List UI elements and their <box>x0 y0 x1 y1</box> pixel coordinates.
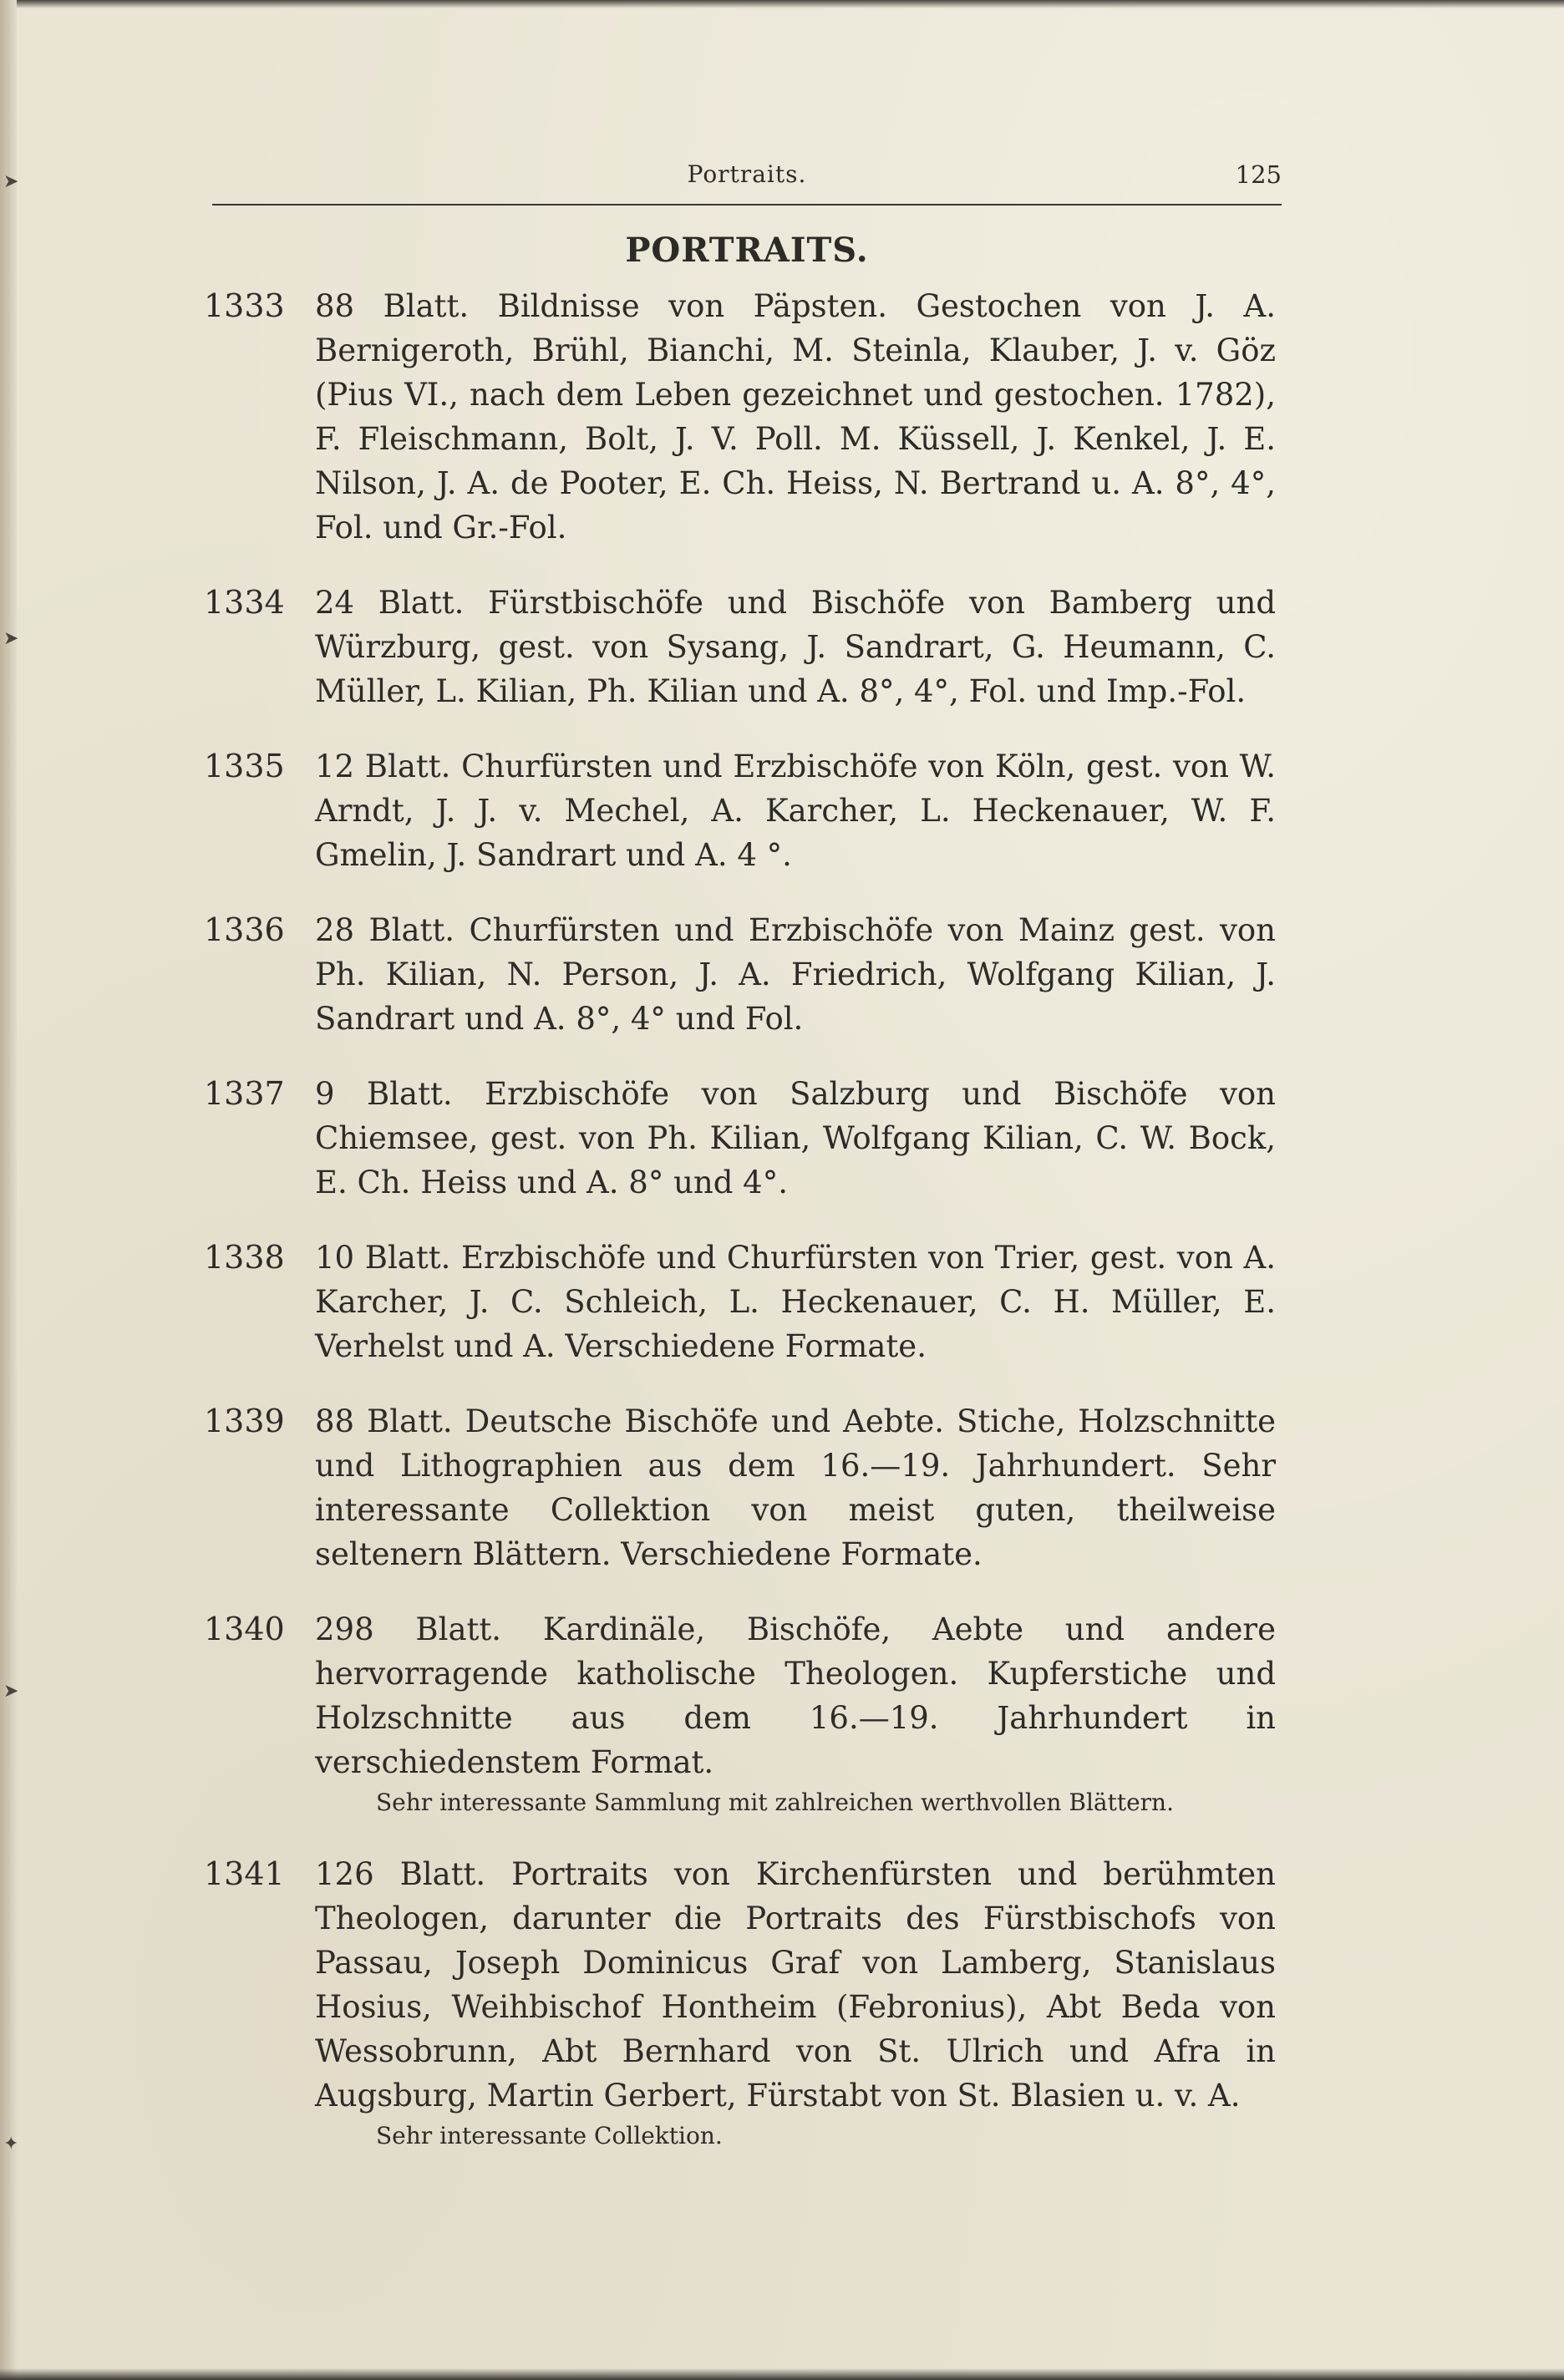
lot-entry <box>0 581 1564 713</box>
lot-description: 298 Blatt. Kardinäle, Bischöfe, Aebte und andere hervorragende katholische Theologen. Kupferstiche und Holzschnitte aus dem 16.—19. Jahrhundert in verschiedenstem Format. <box>315 1611 1276 1780</box>
lot-note: Sehr interessante Collektion. <box>376 2122 723 2149</box>
lot-description: 28 Blatt. Churfürsten und Erzbischöfe von Mainz gest. von Ph. Kilian, N. Person, J. A. Friedrich, Wolfgang Kilian, J. Sandrart und A. 8°, 4° und Fol. <box>315 912 1276 1037</box>
margin-mark: ➤ <box>3 1681 19 1702</box>
lot-entry <box>0 744 1564 877</box>
lot-description: 88 Blatt. Bildnisse von Päpsten. Gestochen von J. A. Bernigeroth, Brühl, Bianchi, M. Steinla, Klauber, J. v. Göz (Pius VI., nach dem Leben gezeichnet und gestochen. 1782), F. Fleischmann, Bolt, J. V. Poll. M. Küssell, J. Kenkel, J. E. Nilson, J. A. de Pooter, E. Ch. Heiss, N. Bertrand u. A. 8°, 4°, Fol. und Gr.-Fol. <box>315 288 1276 546</box>
lot-entry <box>0 284 1564 550</box>
lot-description: 126 Blatt. Portraits von Kirchenfürsten und berühmten Theologen, darunter die Portraits des Fürstbischofs von Passau, Joseph Dominicus Graf von Lamberg, Stanislaus Hosius, Weihbischof Hontheim (Febronius), Abt Beda von Wessobrunn, Abt Bernhard von St. Ulrich und Afra in Augsburg, Martin Gerbert, Fürstabt von St. Blasien u. v. A. <box>315 1856 1276 2114</box>
lot-number: 1336 <box>204 911 285 948</box>
header-rule <box>212 204 1282 206</box>
margin-mark: ➤ <box>3 628 19 649</box>
lot-list <box>0 284 1564 2185</box>
lot-description: 12 Blatt. Churfürsten und Erzbischöfe von Köln, gest. von W. Arndt, J. J. v. Mechel, A. Karcher, L. Heckenauer, W. F. Gmelin, J. Sandrart und A. 4 °. <box>315 749 1276 873</box>
lot-number: 1337 <box>204 1075 285 1112</box>
margin-mark: ➤ <box>3 171 19 192</box>
margin-mark: ✦ <box>3 2134 19 2154</box>
lot-description: 24 Blatt. Fürstbischöfe und Bischöfe von Bamberg und Würzburg, gest. von Sysang, J. Sandrart, G. Heumann, C. Müller, L. Kilian, Ph. Kilian und A. 8°, 4°, Fol. und Imp.-Fol. <box>315 585 1276 709</box>
lot-number: 1339 <box>204 1403 285 1439</box>
lot-number: 1333 <box>204 287 285 324</box>
lot-entry <box>0 1852 1564 2154</box>
lot-number: 1338 <box>204 1239 285 1276</box>
section-heading: PORTRAITS. <box>625 231 869 270</box>
running-header <box>212 160 1282 202</box>
page-bottom-shadow <box>0 2368 1564 2380</box>
lot-number: 1340 <box>204 1611 285 1647</box>
lot-entry <box>0 1399 1564 1576</box>
lot-note: Sehr interessante Sammlung mit zahlreichen werthvollen Blättern. <box>376 1789 1174 1816</box>
lot-number: 1335 <box>204 748 285 784</box>
running-title: Portraits. <box>687 160 807 188</box>
page-top-shadow <box>0 0 1564 8</box>
lot-description: 88 Blatt. Deutsche Bischöfe und Aebte. Stiche, Holzschnitte und Lithographien aus dem 16.—19. Jahrhundert. Sehr interessante Collektion von meist guten, theilweise seltenern Blättern. Verschiedene Formate. <box>315 1403 1276 1572</box>
lot-number: 1334 <box>204 584 285 621</box>
lot-description: 9 Blatt. Erzbischöfe von Salzburg und Bischöfe von Chiemsee, gest. von Ph. Kilian, Wolfgang Kilian, C. W. Bock, E. Ch. Heiss und A. 8° und 4°. <box>315 1076 1276 1200</box>
lot-entry <box>0 1236 1564 1368</box>
lot-entry <box>0 908 1564 1041</box>
lot-entry <box>0 1607 1564 1821</box>
lot-entry <box>0 1072 1564 1205</box>
lot-description: 10 Blatt. Erzbischöfe und Churfürsten von Trier, gest. von A. Karcher, J. C. Schleich, L. Heckenauer, C. H. Müller, E. Verhelst und A. Verschiedene Formate. <box>315 1240 1276 1364</box>
page-number: 125 <box>1235 160 1282 189</box>
lot-number: 1341 <box>204 1855 285 1892</box>
